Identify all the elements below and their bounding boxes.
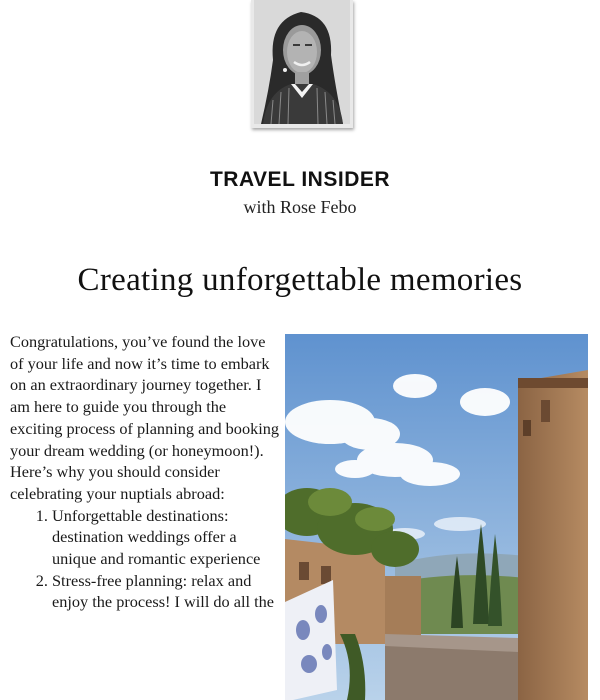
author-portrait [251, 0, 353, 128]
reasons-list [10, 505, 280, 614]
reason-item: 2. Stress-free planning: relax and enjoy the process! I will do all the [52, 570, 280, 613]
reason-item: 1. Unforgettable destinations: destination weddings offer a unique and romantic experience [52, 505, 280, 570]
author-byline: with Rose Febo [243, 197, 357, 217]
column-title: TRAVEL INSIDER [209, 168, 391, 191]
article-headline: Creating unforgettable memories [77, 262, 523, 298]
article-body [10, 331, 280, 613]
article-intro: Congratulations, you’ve found the love of your life and now it’s time to embark on an extraordinary journey together. I am here to guide you through the exciting process of planning and booking your dream wedding (or honeymoon!). Here’s why you should consider celebrating your nuptials abroad: [10, 332, 280, 503]
tuscany-photo [285, 334, 588, 700]
